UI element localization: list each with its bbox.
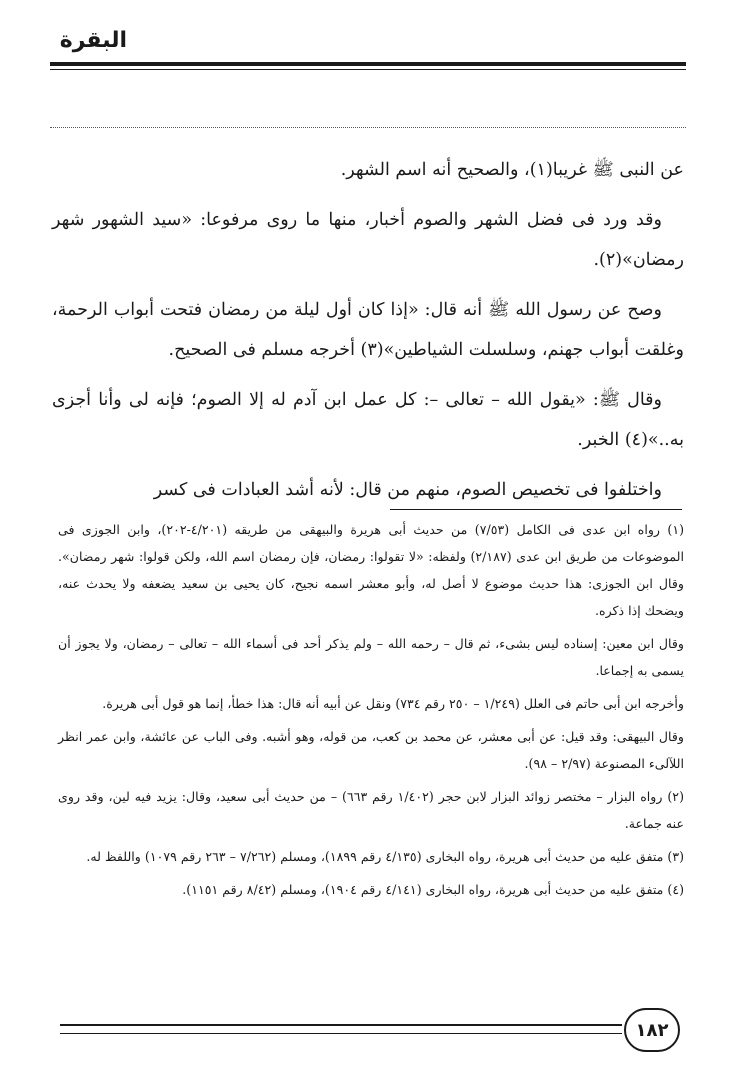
- footnote-1a: (١) رواه ابن عدى فى الكامل (٧/٥٣) من حديث أبى هريرة والبيهقى من طريقه (٤/٢٠١-٢٠٢)، وابن الجوزى فى الموضوعات من طريق ابن عدى (٢/١٨٧) ولفظه: «لا تقولوا: رمضان، فإن رمضان اسم الله، ولكن قولوا: شهر رمضان». وقال ابن الجوزى: هذا حديث موضوع لا أصل له، وأبو معشر اسمه نجيح، كان يحيى بن سعيد يضعفه ولا يحدث عنه، ويضحك إذا ذكره.: [58, 522, 685, 618]
- page-number: ١٨٢: [624, 1008, 680, 1052]
- footnote-3: (٣) متفق عليه من حديث أبى هريرة، رواه البخارى (٤/١٣٥ رقم ١٨٩٩)، ومسلم (٧/٢٦٢ – ٢٦٣ رقم ١٠٧٩) واللفظ له.: [86, 849, 684, 864]
- footer-rule-thick: [60, 1024, 622, 1026]
- footnotes: [58, 516, 684, 909]
- paragraph-4: وقال ﷺ: «يقول الله – تعالى –: كل عمل ابن آدم له إلا الصوم؛ فإنه لى وأنا أجزى به..»(٤) الخبر.: [52, 390, 684, 450]
- footnote-1c: وأخرجه ابن أبى حاتم فى العلل (١/٢٤٩ – ٢٥٠ رقم ٧٣٤) ونقل عن أبيه أنه قال: هذا خطأ، إنما هو قول أبى هريرة.: [102, 696, 684, 711]
- dotted-separator: [50, 127, 686, 128]
- footnote-1b: وقال ابن معين: إسناده ليس بشىء، ثم قال – رحمه الله – ولم يذكر أحد فى أسماء الله – تعالى – رمضان، ولا يجوز أن يسمى به إجماعا.: [58, 636, 684, 678]
- header-rule-thick: [50, 62, 686, 66]
- footnote-rule: [390, 509, 682, 510]
- paragraph-5: واختلفوا فى تخصيص الصوم، منهم من قال: لأنه أشد العبادات فى كسر: [153, 480, 662, 500]
- footnote-2: (٢) رواه البزار – مختصر زوائد البزار لابن حجر (١/٤٠٢ رقم ٦٦٣) – من حديث أبى سعيد، وقال: يزيد فيه لين، وقد روى عنه جماعة.: [58, 789, 684, 831]
- paragraph-3: وصح عن رسول الله ﷺ أنه قال: «إذا كان أول ليلة من رمضان فتحت أبواب الرحمة، وغلقت أبواب جهنم، وسلسلت الشياطين»(٣) أخرجه مسلم فى الصحيح.: [52, 300, 684, 360]
- footnote-4: (٤) متفق عليه من حديث أبى هريرة، رواه البخارى (٤/١٤١ رقم ١٩٠٤)، ومسلم (٨/٤٢ رقم ١١٥١).: [182, 882, 684, 897]
- main-text: [52, 150, 684, 520]
- chapter-title: البقرة: [59, 28, 127, 53]
- header-rule-thin: [50, 69, 686, 70]
- footer-rule-thin: [60, 1033, 622, 1034]
- footnote-1d: وقال البيهقى: وقد قيل: عن أبى معشر، عن محمد بن كعب، من قوله، وهو أشبه. وفى الباب عن عائشة، وابن عمر انظر اللآلىء المصنوعة (٢/٩٧ – ٩٨).: [58, 729, 684, 771]
- paragraph-2: وقد ورد فى فضل الشهر والصوم أخبار، منها ما روى مرفوعا: «سيد الشهور شهر رمضان»(٢).: [52, 210, 684, 270]
- paragraph-1: عن النبى ﷺ غريبا(١)، والصحيح أنه اسم الشهر.: [340, 160, 684, 180]
